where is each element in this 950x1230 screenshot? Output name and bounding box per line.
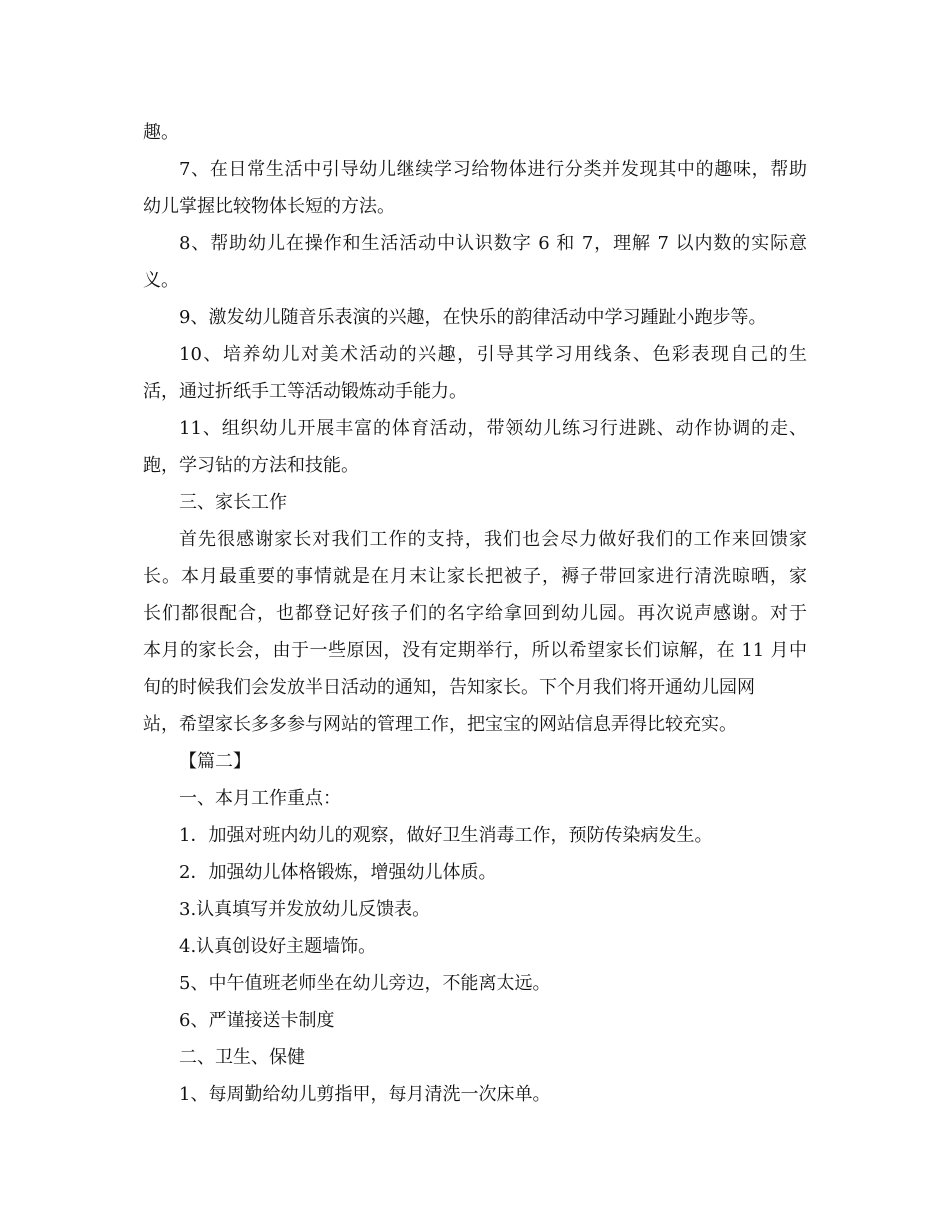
document-body xyxy=(143,114,807,1113)
text-line: 长们都很配合，也都登记好孩子们的名字给拿回到幼儿园。再次说声感谢。对于 xyxy=(143,603,807,624)
text-line: 义。 xyxy=(143,270,179,291)
text-line: 站，希望家长多多参与网站的管理工作，把宝宝的网站信息弄得比较充实。 xyxy=(143,714,737,735)
text-line: 1．加强对班内幼儿的观察，做好卫生消毒工作，预防传染病发生。 xyxy=(179,825,713,846)
text-line: 2．加强幼儿体格锻炼，增强幼儿体质。 xyxy=(179,862,497,883)
text-line: 10、培养幼儿对美术活动的兴趣，引导其学习用线条、色彩表现自己的生 xyxy=(179,344,807,365)
text-line: 3.认真填写并发放幼儿反馈表。 xyxy=(179,899,431,920)
text-line: 1、每周勤给幼儿剪指甲，每月清洗一次床单。 xyxy=(179,1084,551,1105)
text-line: 11、组织幼儿开展丰富的体育活动，带领幼儿练习行进跳、动作协调的走、 xyxy=(179,418,807,439)
text-line: 7、在日常生活中引导幼儿继续学习给物体进行分类并发现其中的趣味，帮助 xyxy=(179,159,807,180)
text-line: 4.认真创设好主题墙饰。 xyxy=(179,936,377,957)
text-line: 活，通过折纸手工等活动锻炼动手能力。 xyxy=(143,381,467,402)
text-line: 跑，学习钻的方法和技能。 xyxy=(143,455,359,476)
text-line: 本月的家长会，由于一些原因，没有定期举行，所以希望家长们谅解，在 11 月中 xyxy=(143,640,807,661)
text-line: 5、中午值班老师坐在幼儿旁边，不能离太远。 xyxy=(179,973,551,994)
text-line: 【篇二】 xyxy=(179,751,251,772)
text-line: 6、严谨接送卡制度 xyxy=(179,1010,335,1031)
text-line: 幼儿掌握比较物体长短的方法。 xyxy=(143,196,395,217)
text-line: 首先很感谢家长对我们工作的支持，我们也会尽力做好我们的工作来回馈家 xyxy=(179,529,807,550)
text-line: 一、本月工作重点： xyxy=(179,788,341,809)
text-line: 二、卫生、保健 xyxy=(179,1047,305,1068)
text-line: 三、家长工作 xyxy=(179,492,287,513)
text-line: 9、激发幼儿随音乐表演的兴趣，在快乐的韵律活动中学习踵趾小跑步等。 xyxy=(179,307,767,328)
text-line: 长。本月最重要的事情就是在月末让家长把被子，褥子带回家进行清洗晾晒，家 xyxy=(143,566,807,587)
text-line: 趣。 xyxy=(143,122,179,143)
text-line: 8、帮助幼儿在操作和生活活动中认识数字 6 和 7，理解 7 以内数的实际意 xyxy=(179,233,807,254)
text-line: 旬的时候我们会发放半日活动的通知，告知家长。下个月我们将开通幼儿园网 xyxy=(143,677,755,698)
